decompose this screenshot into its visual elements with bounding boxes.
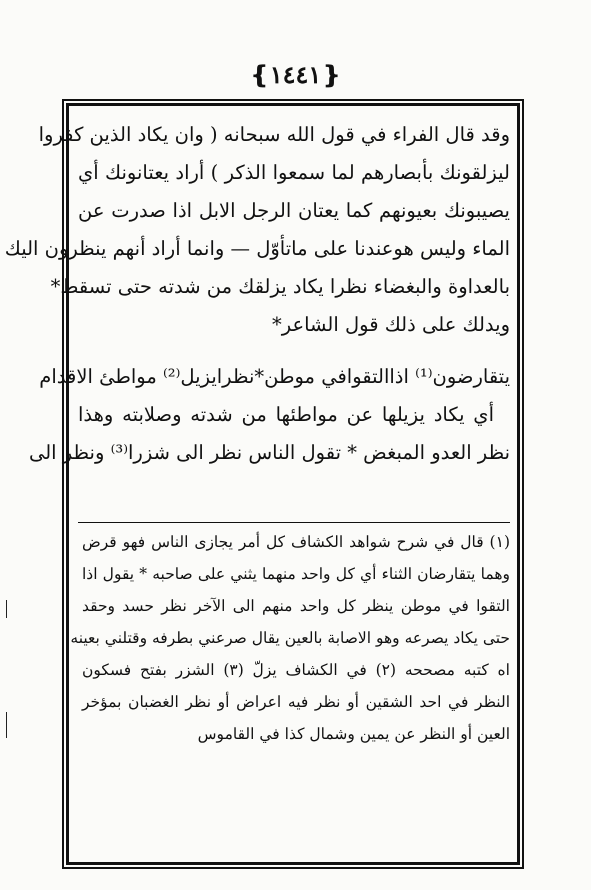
margin-mark	[6, 600, 7, 618]
text-line: أي يكاد يزيلها عن مواطئها من شدته وصلابته وهذا	[78, 403, 494, 426]
text-line: نظر العدو المبغض * تقول الناس نظر الى شزرا⁽³⁾ ونظر الى	[28, 441, 510, 464]
text-line: وقد قال الفراء في قول الله سبحانه ( وان يكاد الذين كفروا	[38, 123, 510, 146]
text-line: بالعداوة والبغضاء نظرا يكاد يزلقك من شدته حتى تسقط*	[50, 275, 510, 298]
footnote-divider	[78, 522, 510, 523]
verse-line: يتقارضون⁽¹⁾ اذاالتقوافي موطن*نظرايزيل⁽²⁾ مواطئ الاقدام	[39, 365, 510, 388]
footnote-line: اه كتبه مصححه (٢) في الكشاف يزلّ (٣) الشزر بفتح فسكون	[82, 661, 510, 679]
footnote-line: وهما يتقارضان الثناء أي كل واحد منهما يثني على صاحبه * يقول اذا	[82, 565, 510, 583]
footnote-line: (١) قال في شرح شواهد الكشاف كل أمر يجازى الناس فهو قرض	[82, 533, 510, 551]
text-line: ليزلقونك بأبصارهم لما سمعوا الذكر ) أراد يعتانونك أي	[78, 161, 510, 184]
footnote-line: التقوا في موطن ينظر كل واحد منهم الى الآخر نظر حسد وحقد	[82, 597, 510, 615]
margin-mark	[6, 712, 7, 738]
main-text	[4, 116, 510, 472]
footnote-line: النظر في احد الشقين أو نظر فيه اعراض أو نظر الغضبان بمؤخر	[82, 693, 510, 711]
footnote-line: حتى يكاد يصرعه وهو الاصابة بالعين يقال صرعني بطرفه وقتلني بعينه	[70, 629, 510, 647]
page-number: ❴١٤٤١❵	[249, 60, 342, 89]
text-line: الماء وليس هوعندنا على ماتأوّل — وانما أراد أنهم ينظرون اليك	[4, 237, 510, 260]
text-line: ويدلك على ذلك قول الشاعر*	[271, 313, 510, 336]
footnotes	[70, 526, 510, 750]
footnote-line: العين أو النظر عن يمين وشمال كذا في القاموس	[197, 725, 510, 743]
text-line: يصيبونك بعيونهم كما يعتان الرجل الابل اذا صدرت عن	[78, 199, 510, 222]
